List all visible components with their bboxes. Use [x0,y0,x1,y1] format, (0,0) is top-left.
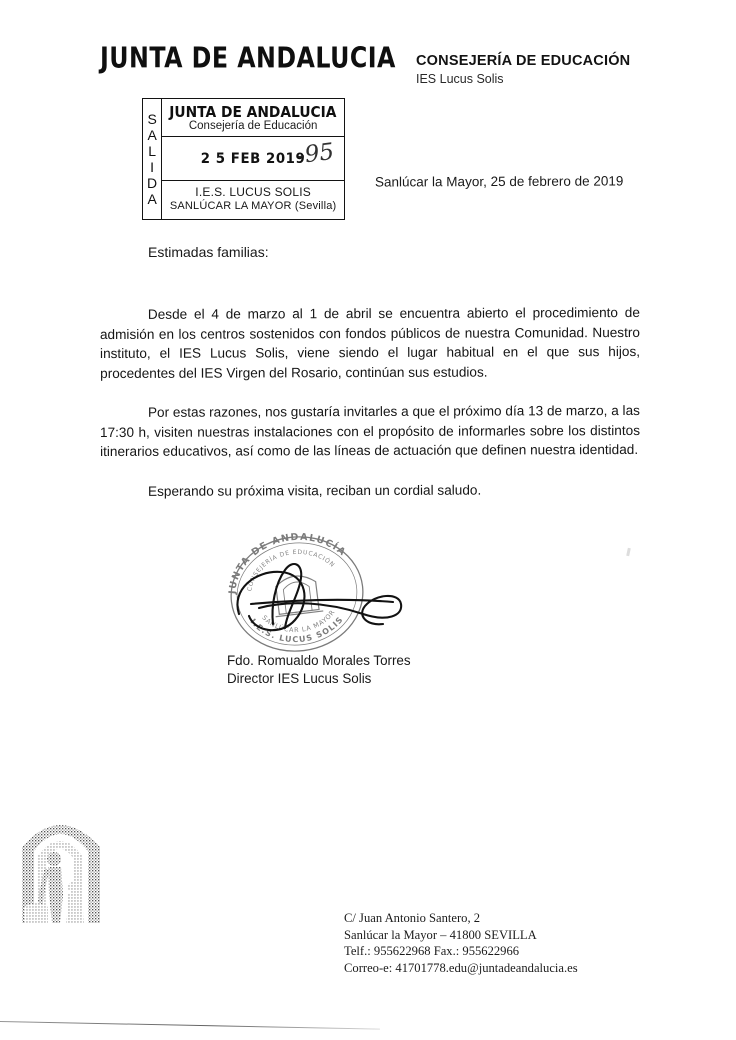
stamp-content [162,99,344,219]
school-name: IES Lucus Solis [416,72,504,86]
letter-body [100,304,640,500]
salida-letter: A [147,127,157,143]
footer-address [344,910,578,976]
salida-letter: D [147,175,158,191]
junta-logo-text: JUNTA DE ANDALUCIA [100,42,396,75]
seal-and-signature [215,528,435,658]
signature-block [227,652,411,688]
stamp-center-cell [162,181,344,219]
stamp-center-location: SANLÚCAR LA MAYOR (Sevilla) [169,200,337,212]
stamp-organization: JUNTA DE ANDALUCIA [169,102,337,121]
svg-text:SANLÚCAR LA MAYOR: SANLÚCAR LA MAYOR [260,608,337,635]
footer-email: Correo-e: 41701778.edu@juntadeandalucia.es [344,960,578,975]
stamp-salida-label [143,99,162,219]
place-and-date: Sanlúcar la Mayor, 25 de febrero de 2019 [374,173,624,190]
closing-line: Esperando su próxima visita, reciban un cordial saludo. [147,482,482,499]
svg-text:JUNTA DE ANDALUCÍA: JUNTA DE ANDALUCÍA [227,531,349,595]
stamp-org-cell [162,99,344,137]
stamp-handwritten-number: -95 [295,138,336,170]
signer-role: Director IES Lucus Solis [227,671,372,686]
department-title: CONSEJERÍA DE EDUCACIÓN [416,53,631,69]
paragraph-2: Por estas razones, nos gustaría invitarles a que el próximo día 13 de marzo, a las 17:30 h, visiten nuestras instalaciones con el propósito de informarles sobre los distintos itinerarios educativos, así como de las líneas de actuación que definen nuestra identidad. [99,402,641,460]
stamp-consejeria: Consejería de Educación [188,119,318,132]
junta-de-andalucia-logo [100,42,396,76]
lucus-solis-arch-logo [8,795,113,925]
salida-letter: L [148,143,157,159]
registry-exit-stamp [142,98,345,220]
footer-phones: Telf.: 955622968 Fax.: 955622966 [344,944,520,958]
paragraph-1: Desde el 4 de marzo al 1 de abril se encuentra abierto el procedimiento de admisión en los centros sostenidos con fondos públicos de nuestra Comunidad. Nuestro instituto, el IES Lucus Solis, viene siendo el lugar habitual en el que sus hijos, procedentes del IES Virgen del Rosario, continúan sus estudios. [99,304,641,381]
handwritten-signature [215,528,435,658]
salida-letter: A [147,191,157,207]
svg-text:I.E.S. LUCUS SOLIS: I.E.S. LUCUS SOLIS [248,614,346,645]
svg-text:CONSEJERÍA DE EDUCACIÓN: CONSEJERÍA DE EDUCACIÓN [246,548,337,592]
footer-street: C/ Juan Antonio Santero, 2 [344,911,481,925]
scan-artifact-speck [626,548,631,556]
scan-edge-line [0,1021,380,1030]
stamp-date-cell [162,137,344,181]
signer-name: Fdo. Romualdo Morales Torres [227,653,411,668]
salida-letter: S [147,111,157,127]
salutation: Estimadas familias: [148,244,269,260]
salida-letter: I [150,159,155,175]
stamp-date: 2 5 FEB 2019 [200,150,306,167]
stamp-center-name: I.E.S. LUCUS SOLIS [195,185,311,199]
department-header [416,52,676,88]
footer-city: Sanlúcar la Mayor – 41800 SEVILLA [344,927,537,942]
